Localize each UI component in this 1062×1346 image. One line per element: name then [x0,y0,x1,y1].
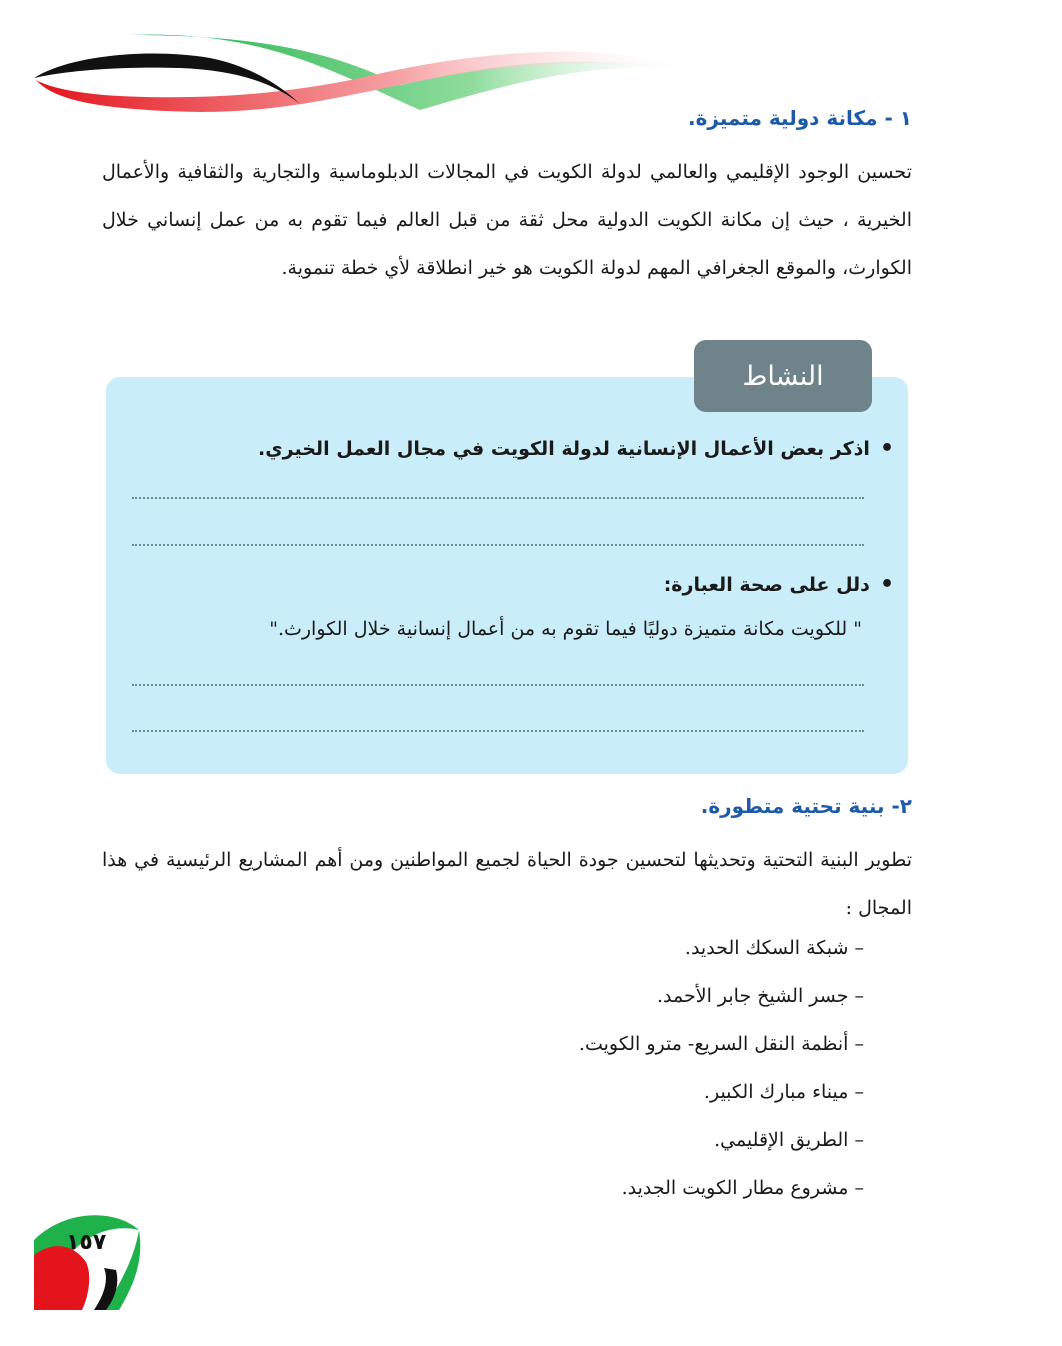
answer-line-4[interactable] [132,730,864,732]
activity-question-2 [664,572,894,597]
activity-title: النشاط [694,340,872,412]
projects-list [579,928,864,1216]
section1-paragraph: تحسين الوجود الإقليمي والعالمي لدولة الكويت في المجالات الدبلوماسية والتجارية والثقافية والأعمال الخيرية ، حيث إن مكانة الكويت الدولية محل ثقة من قبل العالم فيما تقوم به من عمل إنساني خلال الكوارث، والموقع الجغرافي المهم لدولة الكويت هو خير انطلاقة لأي خطة تنموية. [102,161,912,279]
list-item: – الطريق الإقليمي. [714,1129,864,1151]
activity-question-2-text: دلل على صحة العبارة: [663,574,870,596]
list-item: – جسر الشيخ جابر الأحمد. [656,985,864,1007]
bullet-icon: • [879,436,894,461]
activity-quote: " للكويت مكانة متميزة دوليًا فيما تقوم به من أعمال إنسانية خلال الكوارث." [269,618,862,640]
answer-line-1[interactable] [132,497,864,499]
bullet-icon: • [879,572,894,597]
list-item: – شبكة السكك الحديد. [684,937,864,959]
section2-heading: ٢- بنية تحتية متطورة. [700,794,912,818]
activity-question-1 [258,436,894,461]
list-item: – ميناء مبارك الكبير. [703,1081,864,1103]
answer-line-3[interactable] [132,684,864,686]
answer-line-2[interactable] [132,544,864,546]
list-item: – أنظمة النقل السريع- مترو الكويت. [578,1033,864,1055]
page-number: ١٥٧ [66,1230,107,1255]
page-corner-decoration [34,1200,154,1310]
list-item: – مشروع مطار الكويت الجديد. [621,1177,864,1199]
section1-heading: ١ - مكانة دولية متميزة. [688,106,912,130]
section2-paragraph: تطوير البنية التحتية وتحديثها لتحسين جودة الحياة لجميع المواطنين ومن أهم المشاريع الرئيسية في هذا المجال : [102,849,912,919]
activity-question-1-text: اذكر بعض الأعمال الإنسانية لدولة الكويت في مجال العمل الخيري. [258,438,870,460]
